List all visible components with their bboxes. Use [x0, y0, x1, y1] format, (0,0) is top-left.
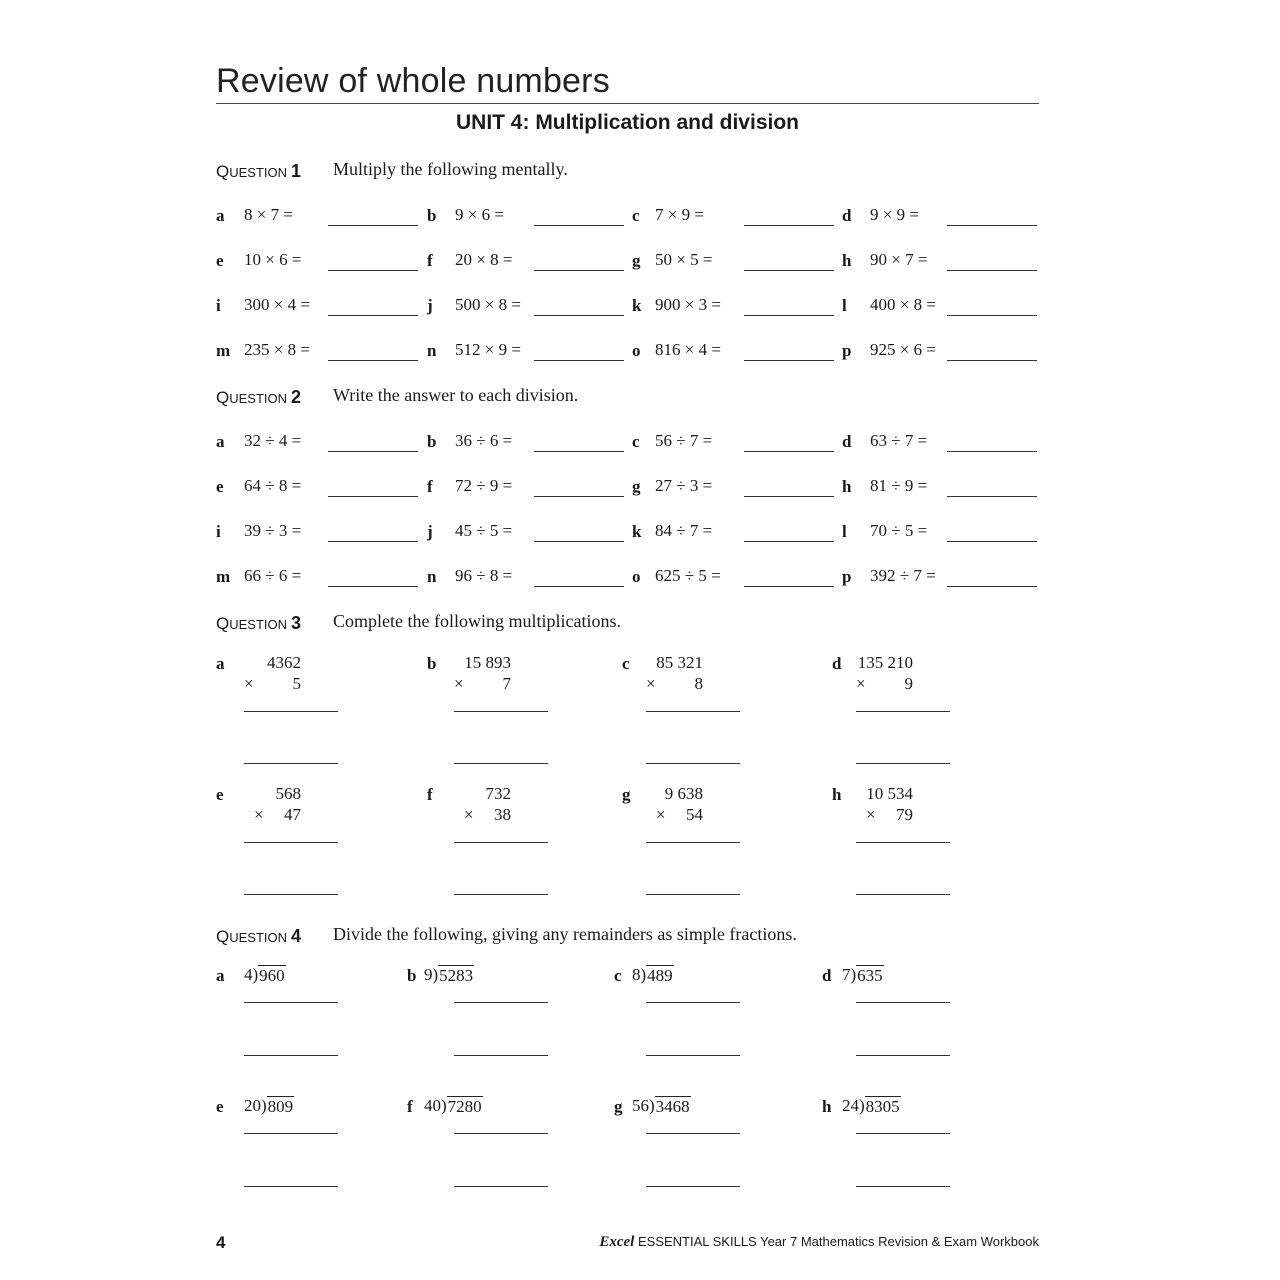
dividend: 5283 [439, 966, 474, 985]
q1-item-letter: b [427, 206, 437, 225]
multiplier: 8 [694, 674, 703, 693]
q1-item-letter: k [632, 296, 642, 315]
q1-item-expression: 300 × 4 = [244, 295, 310, 314]
q2-label [216, 387, 301, 408]
q4-item-letter: f [407, 1097, 413, 1116]
q2-answer-blank[interactable] [744, 496, 834, 497]
multiplier: 9 [904, 674, 913, 693]
q2-answer-blank[interactable] [328, 586, 418, 587]
question-number: 3 [291, 613, 302, 633]
division-bracket: ) [649, 1096, 655, 1115]
q1-answer-blank[interactable] [947, 225, 1037, 226]
q2-item-expression: 39 ÷ 3 = [244, 521, 302, 540]
times-sign: × [866, 805, 876, 824]
q1-item-letter: h [842, 251, 852, 270]
multiplicand: 135 210 [857, 653, 913, 672]
page-title: Review of whole numbers [216, 62, 610, 100]
q2-answer-blank[interactable] [947, 451, 1037, 452]
q2-item-letter: a [216, 432, 225, 451]
q3-item-letter: c [622, 654, 630, 673]
footer-title: ESSENTIAL SKILLS Year 7 Mathematics Revision & Exam Workbook [637, 1234, 1039, 1249]
answer-line[interactable] [856, 894, 950, 895]
division-bracket: ) [640, 965, 647, 984]
answer-line[interactable] [646, 1055, 740, 1056]
q1-answer-blank[interactable] [947, 270, 1037, 271]
q2-item-letter: k [632, 522, 642, 541]
q3-item-letter: a [216, 654, 225, 673]
q1-label [216, 161, 301, 182]
q1-item-letter: m [216, 341, 231, 360]
q1-item-expression: 925 × 6 = [870, 340, 936, 359]
divisor: 8 [632, 965, 641, 984]
unit-heading: UNIT 4: Multiplication and division [455, 111, 799, 134]
division-bracket: ) [850, 965, 857, 984]
q2-item-expression: 72 ÷ 9 = [455, 476, 513, 495]
q1-answer-blank[interactable] [328, 270, 418, 271]
q3-item-letter: h [832, 785, 842, 804]
q2-answer-blank[interactable] [534, 496, 624, 497]
footer-brand: Excel [599, 1234, 635, 1250]
times-sign: × [244, 674, 254, 693]
division-expression [244, 965, 286, 985]
q2-item-letter: m [216, 567, 231, 586]
q2-item-expression: 96 ÷ 8 = [455, 566, 513, 585]
multiplicand: 732 [485, 784, 511, 803]
answer-line[interactable] [244, 894, 338, 895]
q2-answer-blank[interactable] [328, 541, 418, 542]
q1-answer-blank[interactable] [744, 270, 834, 271]
q4-instruction: Divide the following, giving any remainders as simple fractions. [333, 924, 797, 944]
answer-line[interactable] [856, 763, 950, 764]
times-sign: × [646, 674, 656, 693]
working-line[interactable] [454, 1002, 548, 1003]
q2-answer-blank[interactable] [328, 451, 418, 452]
q1-item-expression: 9 × 6 = [455, 205, 504, 224]
q1-item-expression: 400 × 8 = [870, 295, 936, 314]
q2-answer-blank[interactable] [328, 496, 418, 497]
answer-line[interactable] [856, 1055, 950, 1056]
answer-line[interactable] [244, 1055, 338, 1056]
q1-answer-blank[interactable] [947, 360, 1037, 361]
divisor: 9 [424, 965, 433, 984]
division-expression [842, 1096, 901, 1116]
q1-answer-blank[interactable] [534, 315, 624, 316]
multiplier: 38 [494, 805, 511, 824]
q2-instruction: Write the answer to each division. [333, 385, 579, 405]
q1-item-expression: 8 × 7 = [244, 205, 293, 224]
q2-item-expression: 56 ÷ 7 = [655, 431, 713, 450]
q2-item-expression: 81 ÷ 9 = [870, 476, 928, 495]
times-sign: × [856, 674, 866, 693]
q2-answer-blank[interactable] [947, 541, 1037, 542]
q2-item-expression: 66 ÷ 6 = [244, 566, 302, 585]
q2-answer-blank[interactable] [744, 451, 834, 452]
q4-item-letter: e [216, 1097, 224, 1116]
division-expression [424, 965, 474, 985]
multiplier-line [646, 674, 703, 694]
q2-item-expression: 36 ÷ 6 = [455, 431, 513, 450]
divisor: 24 [842, 1096, 859, 1115]
q2-item-expression: 70 ÷ 5 = [870, 521, 928, 540]
q3-item-letter: b [427, 654, 437, 673]
dividend: 3468 [655, 1097, 690, 1116]
working-line[interactable] [454, 1133, 548, 1134]
title-divider [216, 103, 1039, 104]
q2-item-letter: l [842, 522, 847, 541]
q1-item-letter: j [427, 296, 433, 315]
question-word-initial: Q [216, 162, 230, 181]
q2-item-expression: 625 ÷ 5 = [655, 566, 721, 585]
q1-answer-blank[interactable] [534, 270, 624, 271]
multiplicand: 85 321 [656, 653, 703, 672]
multiplicand: 4362 [267, 653, 301, 672]
times-sign: × [656, 805, 666, 824]
q2-item-expression: 84 ÷ 7 = [655, 521, 713, 540]
q1-item-letter: n [427, 341, 437, 360]
multiplier-line [244, 805, 301, 825]
answer-line[interactable] [454, 1055, 548, 1056]
dividend: 7280 [447, 1097, 482, 1116]
multiplier: 47 [284, 805, 301, 824]
working-line[interactable] [244, 842, 338, 843]
q1-item-expression: 816 × 4 = [655, 340, 721, 359]
question-word-rest: UESTION [229, 391, 288, 406]
dividend: 635 [857, 966, 883, 985]
q1-item-letter: l [842, 296, 847, 315]
q4-item-letter: c [614, 966, 622, 985]
q2-answer-blank[interactable] [947, 586, 1037, 587]
q1-answer-blank[interactable] [947, 315, 1037, 316]
working-line[interactable] [244, 1133, 338, 1134]
q1-item-letter: p [842, 341, 852, 360]
q2-item-letter: b [427, 432, 437, 451]
q1-item-expression: 900 × 3 = [655, 295, 721, 314]
answer-line[interactable] [454, 1186, 548, 1187]
multiplicand: 9 638 [664, 784, 703, 803]
answer-line[interactable] [646, 894, 740, 895]
dividend: 8305 [865, 1097, 900, 1116]
q2-answer-blank[interactable] [534, 451, 624, 452]
working-line[interactable] [454, 842, 548, 843]
q1-item-expression: 50 × 5 = [655, 250, 713, 269]
q1-answer-blank[interactable] [534, 360, 624, 361]
multiplier-line [856, 674, 913, 694]
division-bracket: ) [252, 965, 259, 984]
divisor: 4 [244, 965, 253, 984]
q1-item-expression: 512 × 9 = [455, 340, 521, 359]
q1-item-letter: g [632, 251, 641, 270]
q2-item-letter: p [842, 567, 852, 586]
q2-item-expression: 64 ÷ 8 = [244, 476, 302, 495]
answer-line[interactable] [244, 763, 338, 764]
q2-item-letter: o [632, 567, 641, 586]
q3-item-letter: f [427, 785, 433, 804]
q2-item-letter: j [427, 522, 433, 541]
q3-item-letter: e [216, 785, 224, 804]
q1-item-expression: 9 × 9 = [870, 205, 919, 224]
multiplier-line [856, 805, 913, 825]
q2-item-letter: c [632, 432, 640, 451]
q1-item-expression: 20 × 8 = [455, 250, 513, 269]
question-number: 4 [291, 926, 302, 946]
working-line[interactable] [646, 842, 740, 843]
q1-answer-blank[interactable] [744, 315, 834, 316]
q2-item-letter: g [632, 477, 641, 496]
q3-label [216, 613, 301, 634]
answer-line[interactable] [454, 763, 548, 764]
divisor: 20 [244, 1096, 261, 1115]
working-line[interactable] [856, 711, 950, 712]
working-line[interactable] [856, 1002, 950, 1003]
q1-item-expression: 235 × 8 = [244, 340, 310, 359]
question-word-rest: UESTION [229, 930, 288, 945]
q2-answer-blank[interactable] [744, 586, 834, 587]
working-line[interactable] [856, 1133, 950, 1134]
divisor: 56 [632, 1096, 649, 1115]
multiplier: 5 [292, 674, 301, 693]
q4-label [216, 926, 301, 947]
q2-item-expression: 45 ÷ 5 = [455, 521, 513, 540]
q1-instruction: Multiply the following mentally. [333, 159, 568, 179]
working-line[interactable] [646, 1133, 740, 1134]
q1-item-letter: d [842, 206, 852, 225]
answer-line[interactable] [646, 1186, 740, 1187]
answer-line[interactable] [454, 894, 548, 895]
q4-item-letter: b [407, 966, 417, 985]
division-bracket: ) [441, 1096, 447, 1115]
q2-item-expression: 63 ÷ 7 = [870, 431, 928, 450]
answer-line[interactable] [646, 763, 740, 764]
q1-item-expression: 7 × 9 = [655, 205, 704, 224]
question-word-rest: UESTION [229, 617, 288, 632]
multiplier-line [646, 805, 703, 825]
page-number: 4 [216, 1233, 226, 1252]
q3-instruction: Complete the following multiplications. [333, 611, 621, 631]
q1-answer-blank[interactable] [328, 360, 418, 361]
q1-answer-blank[interactable] [328, 315, 418, 316]
multiplicand: 15 893 [464, 653, 511, 672]
division-expression [632, 1096, 691, 1116]
division-bracket: ) [432, 965, 439, 984]
question-number: 2 [291, 387, 302, 407]
question-word-initial: Q [216, 388, 230, 407]
q1-item-expression: 10 × 6 = [244, 250, 302, 269]
q1-item-expression: 500 × 8 = [455, 295, 521, 314]
q2-item-letter: e [216, 477, 224, 496]
multiplier: 54 [686, 805, 703, 824]
working-line[interactable] [646, 711, 740, 712]
q3-item-letter: g [622, 785, 631, 804]
dividend: 809 [267, 1097, 294, 1116]
divisor: 7 [842, 965, 851, 984]
multiplicand: 568 [275, 784, 301, 803]
question-word-initial: Q [216, 927, 230, 946]
working-line[interactable] [244, 1002, 338, 1003]
division-bracket: ) [261, 1096, 267, 1115]
working-line[interactable] [244, 711, 338, 712]
question-word-rest: UESTION [229, 165, 288, 180]
q1-answer-blank[interactable] [744, 225, 834, 226]
q2-item-letter: i [216, 522, 221, 541]
q1-item-letter: a [216, 206, 225, 225]
q4-item-letter: h [822, 1097, 832, 1116]
multiplier-line [454, 674, 511, 694]
dividend: 960 [259, 966, 285, 985]
q2-item-letter: n [427, 567, 437, 586]
q1-answer-blank[interactable] [328, 225, 418, 226]
working-line[interactable] [454, 711, 548, 712]
q4-item-letter: d [822, 966, 832, 985]
times-sign: × [254, 805, 264, 824]
q2-item-letter: h [842, 477, 852, 496]
q2-answer-blank[interactable] [534, 586, 624, 587]
division-expression [424, 1096, 483, 1116]
q1-answer-blank[interactable] [744, 360, 834, 361]
q1-item-expression: 90 × 7 = [870, 250, 928, 269]
dividend: 489 [647, 966, 673, 985]
answer-line[interactable] [856, 1186, 950, 1187]
divisor: 40 [424, 1096, 441, 1115]
q1-answer-blank[interactable] [534, 225, 624, 226]
q2-item-letter: d [842, 432, 852, 451]
answer-line[interactable] [244, 1186, 338, 1187]
times-sign: × [464, 805, 474, 824]
q1-item-letter: e [216, 251, 224, 270]
q4-item-letter: a [216, 966, 225, 985]
multiplier: 7 [502, 674, 511, 693]
q2-item-expression: 392 ÷ 7 = [870, 566, 936, 585]
times-sign: × [454, 674, 464, 693]
q1-item-letter: c [632, 206, 640, 225]
q3-item-letter: d [832, 654, 842, 673]
q4-item-letter: g [614, 1097, 623, 1116]
multiplicand: 10 534 [866, 784, 913, 803]
working-line[interactable] [646, 1002, 740, 1003]
question-number: 1 [291, 161, 302, 181]
multiplier-line [454, 805, 511, 825]
division-expression [842, 965, 884, 985]
footer-credit [599, 1234, 1039, 1251]
q1-item-letter: i [216, 296, 221, 315]
q2-answer-blank[interactable] [744, 541, 834, 542]
q2-item-expression: 27 ÷ 3 = [655, 476, 713, 495]
division-bracket: ) [859, 1096, 865, 1115]
q2-answer-blank[interactable] [534, 541, 624, 542]
question-word-initial: Q [216, 614, 230, 633]
working-line[interactable] [856, 842, 950, 843]
q2-answer-blank[interactable] [947, 496, 1037, 497]
q1-item-letter: o [632, 341, 641, 360]
division-expression [632, 965, 674, 985]
division-expression [244, 1096, 294, 1116]
multiplier: 79 [896, 805, 913, 824]
multiplier-line [244, 674, 301, 694]
q2-item-letter: f [427, 477, 433, 496]
q2-item-expression: 32 ÷ 4 = [244, 431, 302, 450]
q1-item-letter: f [427, 251, 433, 270]
